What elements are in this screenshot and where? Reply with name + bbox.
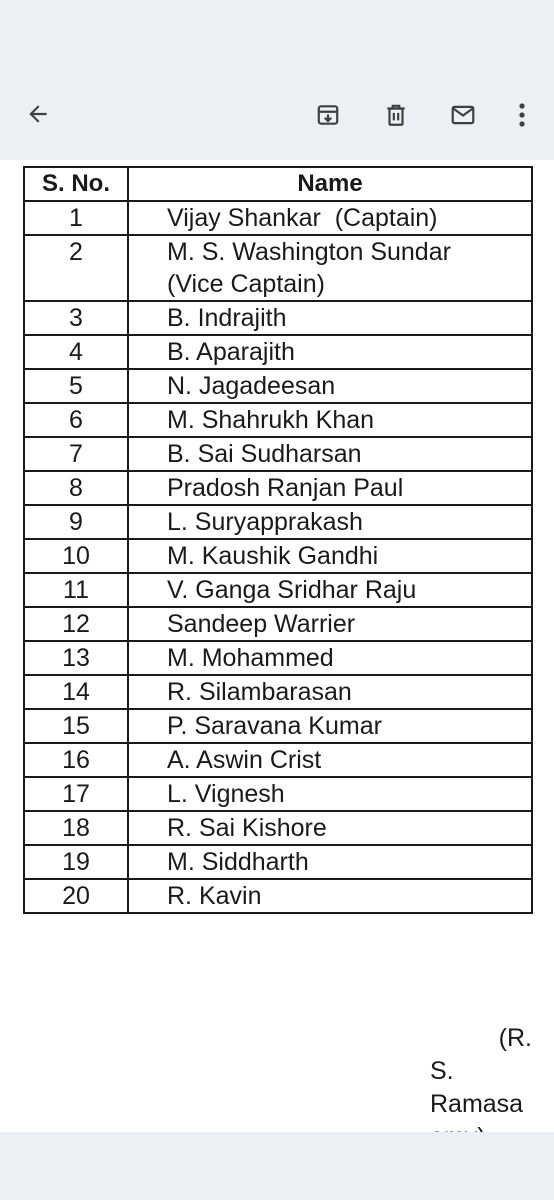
row-name: R. Sai Kishore [128,811,532,845]
table-row [24,675,532,709]
mark-unread-button[interactable] [443,95,483,135]
row-name: Pradosh Ranjan Paul [128,471,532,505]
mail-icon [449,102,477,128]
row-name: M. Shahrukh Khan [128,403,532,437]
table-row [24,607,532,641]
table-row [24,471,532,505]
signature-line: Ramasa [430,1090,524,1118]
row-sno: 15 [24,709,128,743]
row-sno: 17 [24,777,128,811]
row-name: P. Saravana Kumar [128,709,532,743]
table-row [24,845,532,879]
row-sno: 20 [24,879,128,913]
row-name: N. Jagadeesan [128,369,532,403]
row-name: V. Ganga Sridhar Raju [128,573,532,607]
row-name: A. Aswin Crist [128,743,532,777]
table-row [24,777,532,811]
squad-table [23,166,533,914]
row-name [128,235,532,301]
row-name: Sandeep Warrier [128,607,532,641]
row-name: Vijay Shankar (Captain) [128,201,532,235]
row-name: M. Siddharth [128,845,532,879]
document-page [0,160,554,1132]
table-row [24,811,532,845]
table-row [24,437,532,471]
row-name: L. Suryapprakash [128,505,532,539]
table-row [24,369,532,403]
table-row [24,709,532,743]
signature-line: S. [430,1057,454,1085]
bottom-bar [0,1132,554,1200]
signature-line: (R. [498,1024,532,1052]
row-name: L. Vignesh [128,777,532,811]
row-sno: 14 [24,675,128,709]
delete-button[interactable] [376,95,416,135]
table-row [24,879,532,913]
table-row [24,505,532,539]
row-sno: 13 [24,641,128,675]
table-row [24,235,532,301]
table-row [24,335,532,369]
trash-icon [383,102,409,128]
row-sno: 19 [24,845,128,879]
row-name: R. Kavin [128,879,532,913]
row-sno: 2 [24,235,128,301]
row-sno: 4 [24,335,128,369]
table-row [24,403,532,437]
row-sno: 3 [24,301,128,335]
table-row [24,301,532,335]
table-row [24,539,532,573]
more-options-button[interactable] [502,95,542,135]
row-sno: 8 [24,471,128,505]
row-name-line1: M. S. Washington Sundar [167,238,451,266]
row-sno: 11 [24,573,128,607]
table-row [24,743,532,777]
row-sno: 16 [24,743,128,777]
row-name: M. Kaushik Gandhi [128,539,532,573]
archive-icon [315,102,341,128]
row-name: B. Sai Sudharsan [128,437,532,471]
row-sno: 12 [24,607,128,641]
row-sno: 7 [24,437,128,471]
row-name: B. Aparajith [128,335,532,369]
row-sno: 18 [24,811,128,845]
more-vertical-icon [518,102,526,128]
top-app-bar [0,0,554,160]
row-name-line2: (Vice Captain) [167,270,325,298]
table-row [24,641,532,675]
archive-button[interactable] [308,95,348,135]
row-sno: 6 [24,403,128,437]
row-sno: 5 [24,369,128,403]
row-sno: 1 [24,201,128,235]
row-name: B. Indrajith [128,301,532,335]
arrow-left-icon [25,101,51,127]
back-button[interactable] [18,94,58,134]
header-name: Name [128,167,532,201]
header-sno: S. No. [24,167,128,201]
table-header-row [24,167,532,201]
row-name: R. Silambarasan [128,675,532,709]
row-name: M. Mohammed [128,641,532,675]
row-sno: 9 [24,505,128,539]
row-sno: 10 [24,539,128,573]
table-row [24,201,532,235]
table-row [24,573,532,607]
